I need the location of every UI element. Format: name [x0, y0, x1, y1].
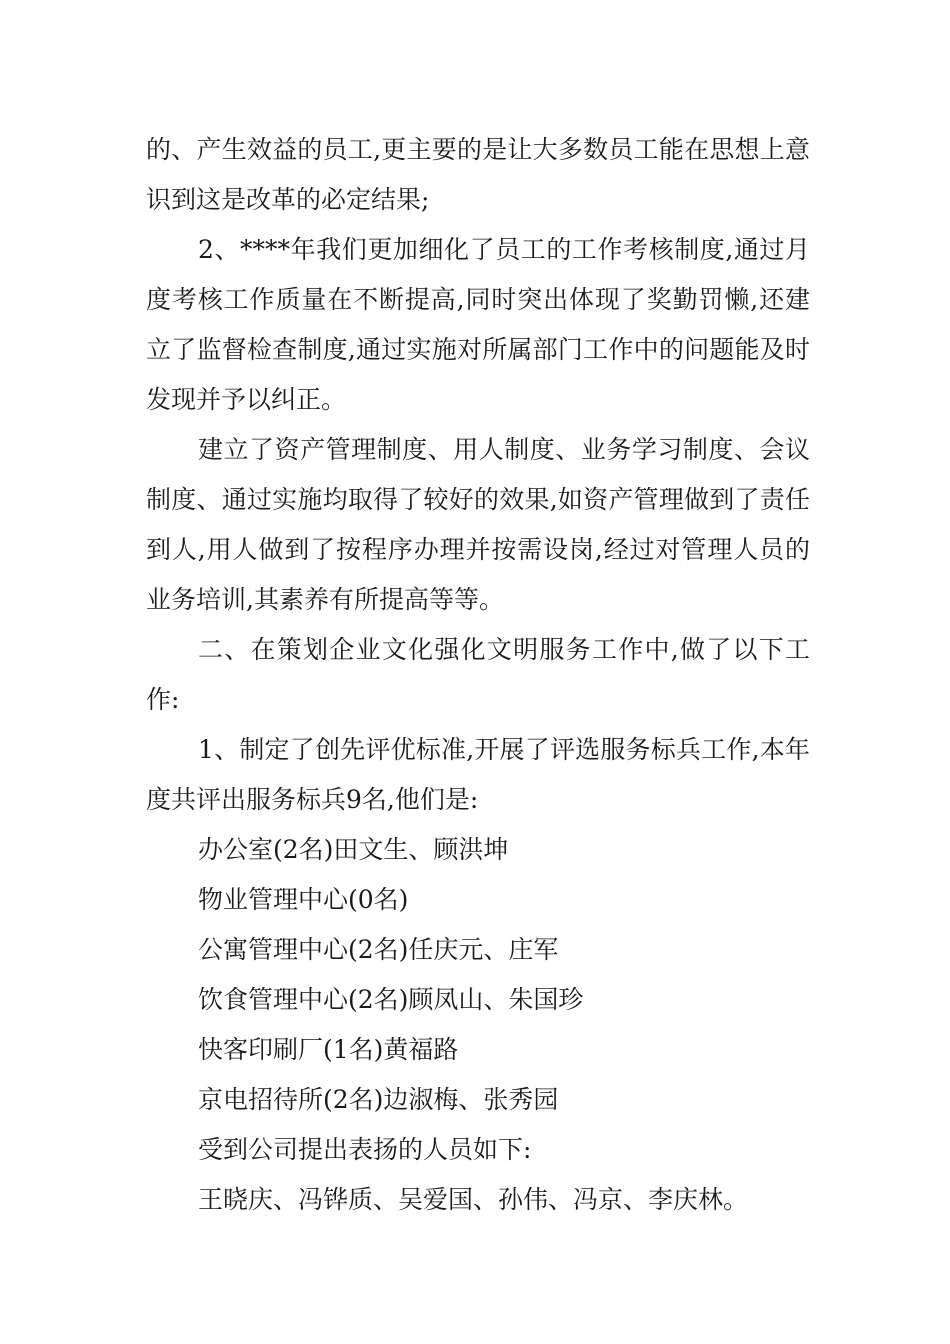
list-line-office: 办公室(2名)田文生、顾洪坤: [198, 835, 509, 864]
list-line-catering: 饮食管理中心(2名)顾凤山、朱国珍: [198, 985, 584, 1014]
paragraph-systems: 建立了资产管理制度、用人制度、业务学习制度、会议制度、通过实施均取得了较好的效果,如资产管理做到了责任到人,用人做到了按程序办理并按需设岗,经过对管理人员的业务培训,其素养有所提高等等。: [146, 435, 810, 614]
paragraph-item-2: 2、****年我们更加细化了员工的工作考核制度,通过月度考核工作质量在不断提高,同时突出体现了奖勤罚懒,还建立了监督检查制度,通过实施对所属部门工作中的问题能及时发现并予以纠正。: [146, 235, 810, 414]
list-line-commended-heading: 受到公司提出表扬的人员如下:: [198, 1135, 532, 1164]
list-line-property: 物业管理中心(0名): [198, 885, 409, 914]
section-heading-two: 二、在策划企业文化强化文明服务工作中,做了以下工作:: [146, 635, 810, 714]
list-line-apartment: 公寓管理中心(2名)任庆元、庄军: [198, 935, 559, 964]
list-line-guesthouse: 京电招待所(2名)边淑梅、张秀园: [198, 1085, 559, 1114]
list-line-printing: 快客印刷厂(1名)黄福路: [198, 1035, 459, 1064]
paragraph-continuation: 的、产生效益的员工,更主要的是让大多数员工能在思想上意识到这是改革的必定结果;: [146, 135, 810, 214]
paragraph-item-1: 1、制定了创先评优标准,开展了评选服务标兵工作,本年度共评出服务标兵9名,他们是:: [146, 735, 810, 814]
list-line-commended-names: 王晓庆、冯铧质、吴爱国、孙伟、冯京、李庆林。: [198, 1185, 749, 1214]
document-body: [146, 125, 810, 1225]
